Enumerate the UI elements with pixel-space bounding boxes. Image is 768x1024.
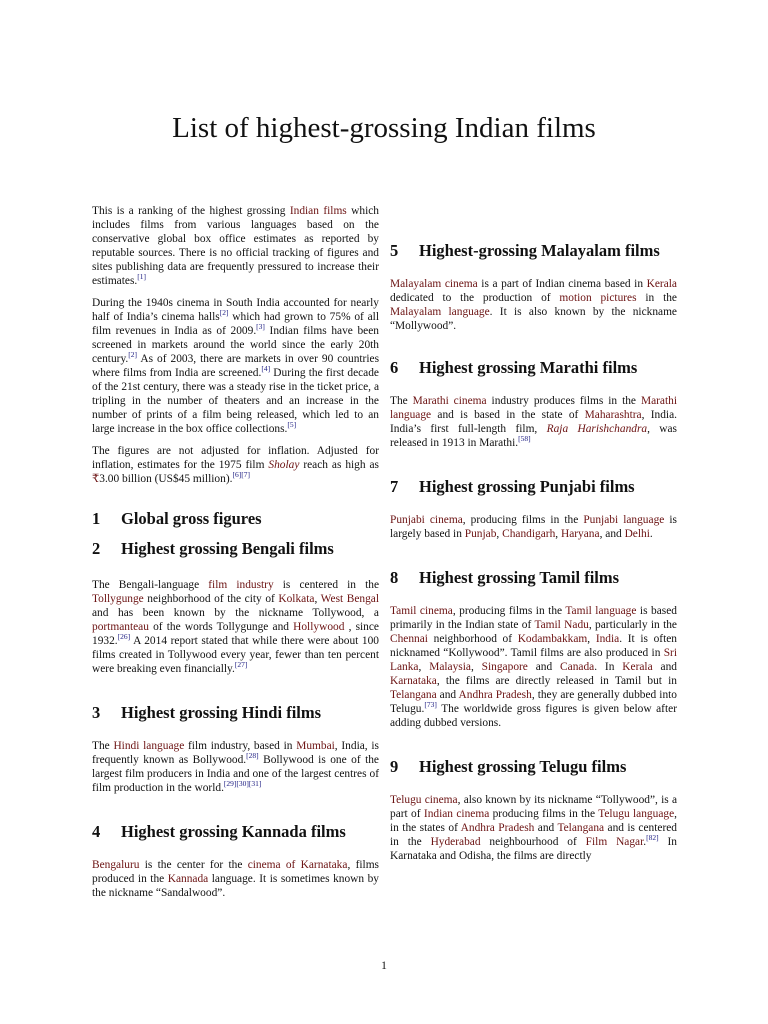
- hindi-paragraph: The Hindi language film industry, based in Mumbai, India, is frequently known as Bollywood.[28] Bollywood is one of the largest film producers in India and one of the largest centres of film production in the world.[29][30][31]: [92, 740, 379, 794]
- link[interactable]: Tollygunge: [92, 593, 144, 605]
- page-title: List of highest-grossing Indian films: [172, 112, 596, 144]
- link[interactable]: Chennai: [390, 633, 428, 645]
- heading-bengali: 2 Highest grossing Bengali films: [92, 539, 334, 558]
- link[interactable]: Telangana: [557, 822, 605, 834]
- link[interactable]: Malaysia: [429, 661, 471, 673]
- reference[interactable]: [29][30][31]: [223, 779, 262, 789]
- link[interactable]: Marathi language: [390, 395, 678, 421]
- reference[interactable]: [82]: [646, 833, 659, 843]
- telugu-paragraph: Telugu cinema, also known by its nickname “Tollywood”, is a part of Indian cinema producing films in the Telugu language, in the states of Andhra Pradesh and Telangana and is centered in the Hyderabad neighbourhood of Film Nagar.[82] In Karnataka and Odisha, the films are directly: [390, 794, 677, 862]
- intro-paragraph-2: During the 1940s cinema in South India accounted for nearly half of India’s cinema halls[2] which had grown to 75% of all film revenues in India as of 2009.[3] Indian films have been screened in markets around the world since the early 20th century.[2] As of 2003, there are markets in over 90 countries where films from India are screened.[4] During the first decade of the 21st century, there was a steady rise in the ticket price, a tripling in the number of theaters and an increase in the number of prints of a film being released, which led to an large increase in the box office collections.[5]: [92, 297, 379, 435]
- heading-telugu: 9 Highest grossing Telugu films: [390, 757, 627, 776]
- link[interactable]: Canada: [560, 661, 595, 673]
- link[interactable]: Bengaluru: [92, 859, 140, 871]
- heading-malayalam: 5 Highest-grossing Malayalam films: [390, 241, 660, 260]
- link[interactable]: Chandigarh: [502, 528, 556, 540]
- link[interactable]: Punjabi language: [583, 514, 665, 526]
- link[interactable]: Karnataka: [390, 675, 437, 687]
- link[interactable]: Sri Lanka: [390, 647, 677, 673]
- page-number: 1: [381, 960, 387, 972]
- link[interactable]: Andhra Pradesh: [458, 689, 532, 701]
- rupee-symbol[interactable]: ₹: [92, 473, 100, 485]
- link[interactable]: Tamil Nadu: [534, 619, 589, 631]
- link[interactable]: Raja Harishchandra: [546, 423, 648, 435]
- link[interactable]: Andhra Pradesh: [460, 822, 535, 834]
- link[interactable]: Indian cinema: [423, 808, 490, 820]
- punjabi-paragraph: Punjabi cinema, producing films in the Punjabi language is largely based in Punjab, Chandigarh, Haryana, and Delhi.: [390, 514, 677, 540]
- right-column: [390, 204, 677, 871]
- reference[interactable]: [26]: [117, 632, 131, 642]
- left-column: [92, 204, 379, 908]
- link[interactable]: Kodambakkam: [517, 633, 588, 645]
- link[interactable]: Haryana: [560, 528, 600, 540]
- link[interactable]: Hollywood: [293, 621, 345, 633]
- link[interactable]: Maharashtra: [584, 409, 642, 421]
- intro-paragraph-1: This is a ranking of the highest grossing Indian films which includes films from various languages based on the conservative global box office estimates as reported by reputable sources. There is no official tracking of figures and sites publishing data are frequently pressured to increase their estimates.[1]: [92, 205, 379, 287]
- column-continuation-spacer: [390, 204, 677, 240]
- link[interactable]: Kerala: [646, 278, 677, 290]
- link[interactable]: Marathi cinema: [412, 395, 487, 407]
- tamil-paragraph: Tamil cinema, producing films in the Tamil language is based primarily in the Indian state of Tamil Nadu, particularly in the Chennai neighborhood of Kodambakkam, India. It is often nicknamed “Kollywood”. Tamil films are also produced in Sri Lanka, Malaysia, Singapore and Canada. In Kerala and Karnataka, the films are directly released in Tamil but in Telangana and Andhra Pradesh, they are generally dubbed into Telugu.[73] The worldwide gross figures is given below after adding dubbed versions.: [390, 605, 677, 729]
- heading-hindi: 3 Highest grossing Hindi films: [92, 703, 322, 722]
- link[interactable]: Malayalam language: [390, 306, 490, 318]
- reference[interactable]: [58]: [518, 434, 531, 444]
- reference[interactable]: [73]: [424, 700, 437, 710]
- reference[interactable]: [2]: [219, 308, 229, 318]
- link[interactable]: motion pictures: [559, 292, 637, 304]
- link[interactable]: India: [595, 633, 620, 645]
- link[interactable]: Punjabi cinema: [390, 514, 463, 526]
- link[interactable]: West Bengal: [320, 593, 379, 605]
- reference[interactable]: [1]: [137, 272, 146, 282]
- kannada-paragraph: Bengaluru is the center for the cinema of Karnataka, films produced in the Kannada language. It is sometimes known by the nickname “Sandalwood”.: [92, 859, 379, 899]
- link[interactable]: Telugu language: [598, 808, 675, 820]
- link[interactable]: Tamil language: [565, 605, 637, 617]
- link[interactable]: Telangana: [390, 689, 437, 701]
- link[interactable]: Tamil cinema: [390, 605, 453, 617]
- link[interactable]: Hindi language: [113, 740, 185, 752]
- reference[interactable]: [27]: [234, 660, 248, 670]
- heading-tamil: 8 Highest grossing Tamil films: [390, 568, 620, 587]
- reference[interactable]: [2]: [128, 350, 138, 360]
- heading-global-gross: 1 Global gross figures: [92, 509, 262, 528]
- link-indian-films[interactable]: Indian films: [289, 205, 347, 217]
- link[interactable]: Punjab: [464, 528, 497, 540]
- link[interactable]: Singapore: [481, 661, 528, 673]
- link[interactable]: Telugu cinema: [390, 794, 458, 806]
- malayalam-paragraph: Malayalam cinema is a part of Indian cinema based in Kerala dedicated to the production of motion pictures in the Malayalam language. It is also known by the nickname “Mollywood”.: [390, 278, 677, 332]
- link[interactable]: cinema of Karnataka: [247, 859, 348, 871]
- link[interactable]: Film Nagar: [585, 836, 644, 848]
- link[interactable]: Delhi: [624, 528, 650, 540]
- link[interactable]: Mumbai: [296, 740, 335, 752]
- link[interactable]: film industry: [208, 579, 274, 591]
- reference[interactable]: [28]: [246, 751, 259, 761]
- reference[interactable]: [4]: [261, 364, 271, 374]
- link[interactable]: portmanteau: [92, 621, 149, 633]
- reference[interactable]: [5]: [287, 420, 297, 430]
- link[interactable]: Hyderabad: [430, 836, 481, 848]
- link[interactable]: Kannada: [167, 873, 209, 885]
- reference[interactable]: [3]: [256, 322, 265, 332]
- heading-marathi: 6 Highest grossing Marathi films: [390, 358, 638, 377]
- link[interactable]: Malayalam cinema: [390, 278, 478, 290]
- heading-punjabi: 7 Highest grossing Punjabi films: [390, 477, 635, 496]
- intro-paragraph-3: The figures are not adjusted for inflation. Adjusted for inflation, estimates for the 1975 film Sholay reach as high as ₹3.00 billion (US$45 million).[6][7]: [92, 445, 379, 485]
- reference[interactable]: [6][7]: [232, 470, 250, 480]
- link-sholay[interactable]: Sholay: [268, 459, 300, 471]
- bengali-paragraph: The Bengali-language film industry is centered in the Tollygunge neighborhood of the city of Kolkata, West Bengal and has been known by the nickname Tollywood, a portmanteau of the words Tollygunge and Hollywood , since 1932.[26] A 2014 report stated that while there were about 100 films created in Tollywood every year, fewer than ten percent were breaking even financially.[27]: [92, 579, 379, 675]
- heading-kannada: 4 Highest grossing Kannada films: [92, 822, 346, 841]
- link[interactable]: Kolkata: [278, 593, 315, 605]
- link[interactable]: Kerala: [622, 661, 653, 673]
- marathi-paragraph: The Marathi cinema industry produces films in the Marathi language and is based in the state of Maharashtra, India. India’s first full-length film, Raja Harishchandra, was released in 1913 in Marathi.[58]: [390, 395, 678, 449]
